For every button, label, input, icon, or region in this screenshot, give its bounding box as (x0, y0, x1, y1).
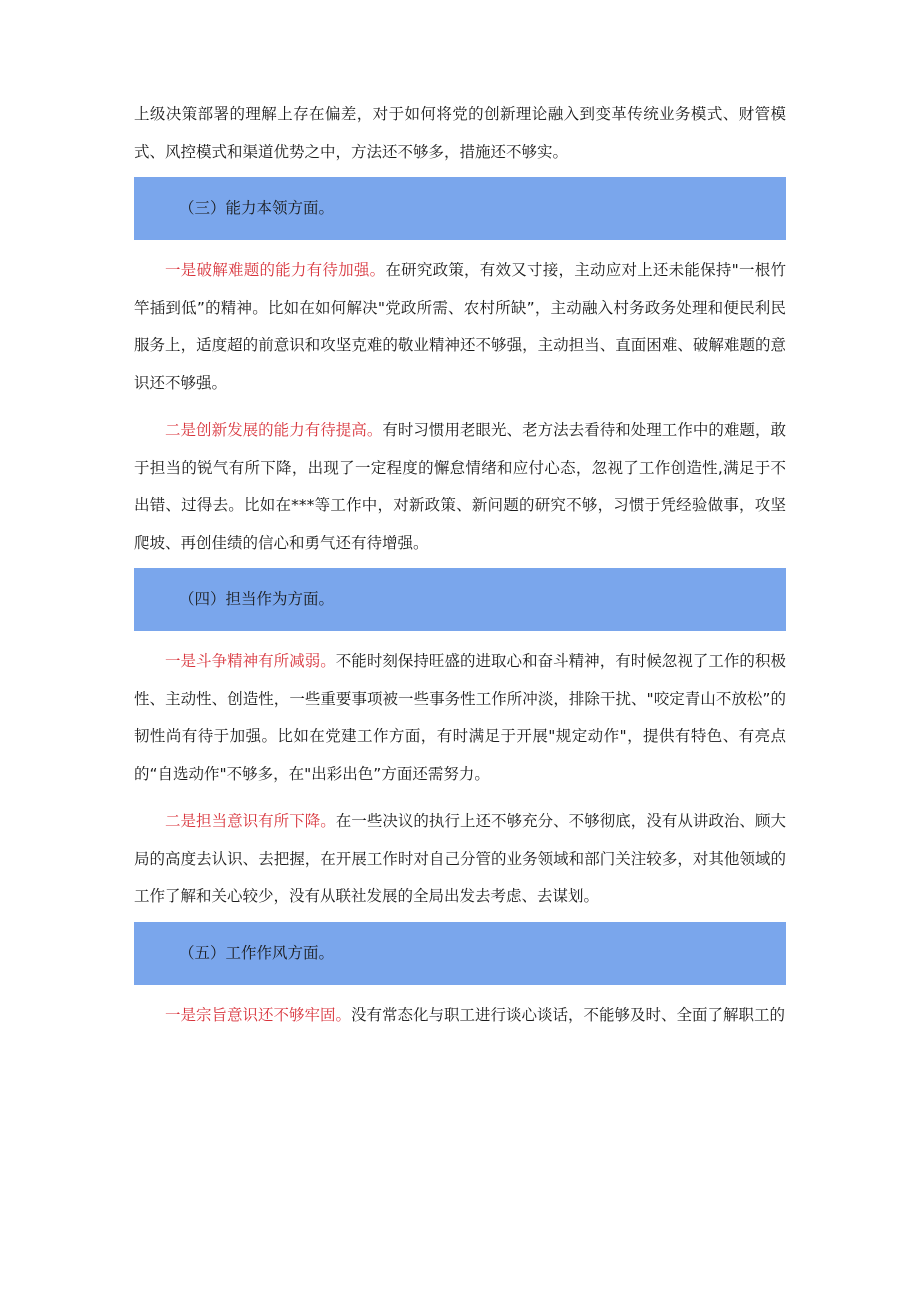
item-lead: 一是斗争精神有所减弱。 (165, 652, 336, 670)
document-page (134, 96, 786, 1034)
section-3-item-2 (134, 412, 786, 562)
item-body: 没有常态化与职工进行谈心谈话，不能够及时、全面了解职工的 (351, 1005, 786, 1024)
section-4-item-1 (134, 643, 786, 793)
item-lead: 一是破解难题的能力有待加强。 (165, 261, 386, 279)
section-4-item-2 (134, 803, 786, 916)
section-heading-3: （三）能力本领方面。 (134, 177, 786, 240)
intro-paragraph: 上级决策部署的理解上存在偏差，对于如何将党的创新理论融入到变革传统业务模式、财管模式、风控模式和渠道优势之中，方法还不够多，措施还不够实。 (134, 105, 786, 161)
item-body: 在一些决议的执行上还不够充分、不够彻底，没有从讲政治、顾大局的高度去认识、去把握，在开展工作时对自己分管的业务领域和部门关注较多，对其他领域的工作了解和关心较少，没有从联社发展的全局出发去考虑、去谋划。 (134, 812, 786, 905)
item-body: 在研究政策，有效又寸接，主动应对上还未能保持"一根竹竿插到低”的精神。比如在如何解决"党政所需、农村所缺”，主动融入村务政务处理和便民利民服务上，适度超的前意识和攻坚克难的敬业精神还不够强，主动担当、直面困难、破解难题的意识还不够强。 (134, 261, 786, 392)
section-heading-5: （五）工作作风方面。 (134, 922, 786, 985)
item-body: 不能时刻保持旺盛的进取心和奋斗精神，有时候忽视了工作的积极性、主动性、创造性，一些重要事项被一些事务性工作所冲淡，排除干扰、"咬定青山不放松”的韧性尚有待于加强。比如在党建工作方面，有时满足于开展"规定动作"，提供有特色、有亮点的“自选动作"不够多，在"出彩出色”方面还需努力。 (134, 652, 786, 783)
item-body: 有时习惯用老眼光、老方法去看待和处理工作中的难题，敢于担当的锐气有所下降，出现了一定程度的懈怠情绪和应付心态，忽视了工作创造性,满足于不出错、过得去。比如在***等工作中，对新政策、新问题的研究不够，习惯于凭经验做事，攻坚爬坡、再创佳绩的信心和勇气还有待增强。 (134, 421, 786, 552)
item-lead: 二是担当意识有所下降。 (165, 812, 336, 830)
item-lead: 二是创新发展的能力有待提高。 (165, 421, 383, 439)
section-5-item-1 (134, 997, 786, 1035)
section-heading-4: （四）担当作为方面。 (134, 568, 786, 631)
item-lead: 一是宗旨意识还不够牢固。 (165, 1005, 352, 1024)
section-3-item-1 (134, 252, 786, 402)
